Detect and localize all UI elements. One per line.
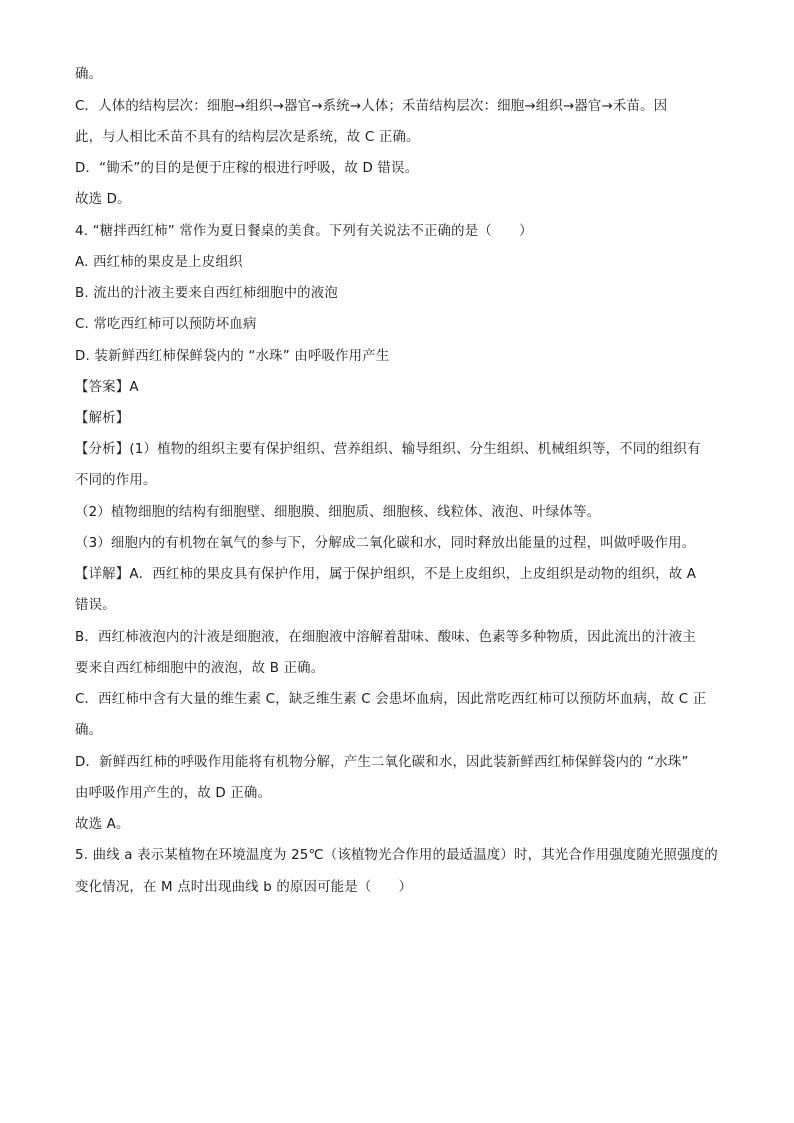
analysis-line-1: 【分析】(1）植物的组织主要有保护组织、营养组织、输导组织、分生组织、机械组织等，不同的组织有 [75, 442, 701, 457]
analysis-line-3: （2）植物细胞的结构有细胞壁、细胞膜、细胞质、细胞核、线粒体、液泡、叶绿体等。 [75, 505, 601, 520]
text-line-4: D．“锄禾”的目的是便于庄稼的根进行呼吸，故 D 错误。 [75, 161, 419, 176]
detail-line-7: D．新鲜西红柿的呼吸作用能将有机物分解，产生二氧化碳和水，因此装新鲜西红柿保鲜袋内的 “水珠” [75, 755, 689, 770]
text-line-3: 此，与人相比禾苗不具有的结构层次是系统，故 C 正确。 [75, 130, 420, 145]
text-line-5: 故选 D。 [75, 192, 131, 207]
detail-line-2: 错误。 [75, 598, 116, 613]
question-5-line-2: 变化情况，在 M 点时出现曲线 b 的原因可能是（ ） [75, 880, 413, 895]
option-a: A. 西红柿的果皮是上皮组织 [75, 255, 243, 270]
analysis-line-4: （3）细胞内的有机物在氧气的参与下，分解成二氧化碳和水，同时释放出能量的过程，叫做呼吸作用。 [75, 536, 696, 551]
detail-line-4: 要来自西红柿细胞中的液泡，故 B 正确。 [75, 661, 325, 676]
question-5-line-1: 5. 曲线 a 表示某植物在环境温度为 25℃（该植物光合作用的最适温度）时，其光合作用强度随光照强度的 [75, 848, 718, 863]
choice-line: 故选 A。 [75, 817, 130, 832]
detail-line-6: 确。 [75, 723, 103, 738]
text-line-2: C．人体的结构层次：细胞→组织→器官→系统→人体；禾苗结构层次：细胞→组织→器官→禾苗。因 [75, 99, 668, 114]
answer-line: 【答案】A [75, 380, 139, 395]
question-4-stem: 4. “糖拌西红柿” 常作为夏日餐桌的美食。下列有关说法不正确的是（ ） [75, 224, 533, 239]
text-line-1: 确。 [75, 67, 103, 82]
detail-line-5: C．西红柿中含有大量的维生素 C，缺乏维生素 C 会患坏血病，因此常吃西红柿可以预防坏血病，故 C 正 [75, 692, 707, 707]
detail-line-3: B．西红柿液泡内的汁液是细胞液，在细胞液中溶解着甜味、酸味、色素等多种物质，因此流出的汁液主 [75, 630, 696, 645]
detail-line-8: 由呼吸作用产生的，故 D 正确。 [75, 786, 272, 801]
analysis-line-2: 不同的作用。 [75, 473, 157, 488]
analysis-heading: 【解析】 [75, 411, 130, 426]
detail-line-1: 【详解】A．西红柿的果皮具有保护作用，属于保护组织，不是上皮组织，上皮组织是动物的组织，故 A [75, 567, 697, 582]
option-b: B. 流出的汁液主要来自西红柿细胞中的液泡 [75, 286, 338, 301]
option-c: C. 常吃西红柿可以预防坏血病 [75, 317, 257, 332]
option-d: D. 装新鲜西红柿保鲜袋内的 “水珠” 由呼吸作用产生 [75, 349, 390, 364]
